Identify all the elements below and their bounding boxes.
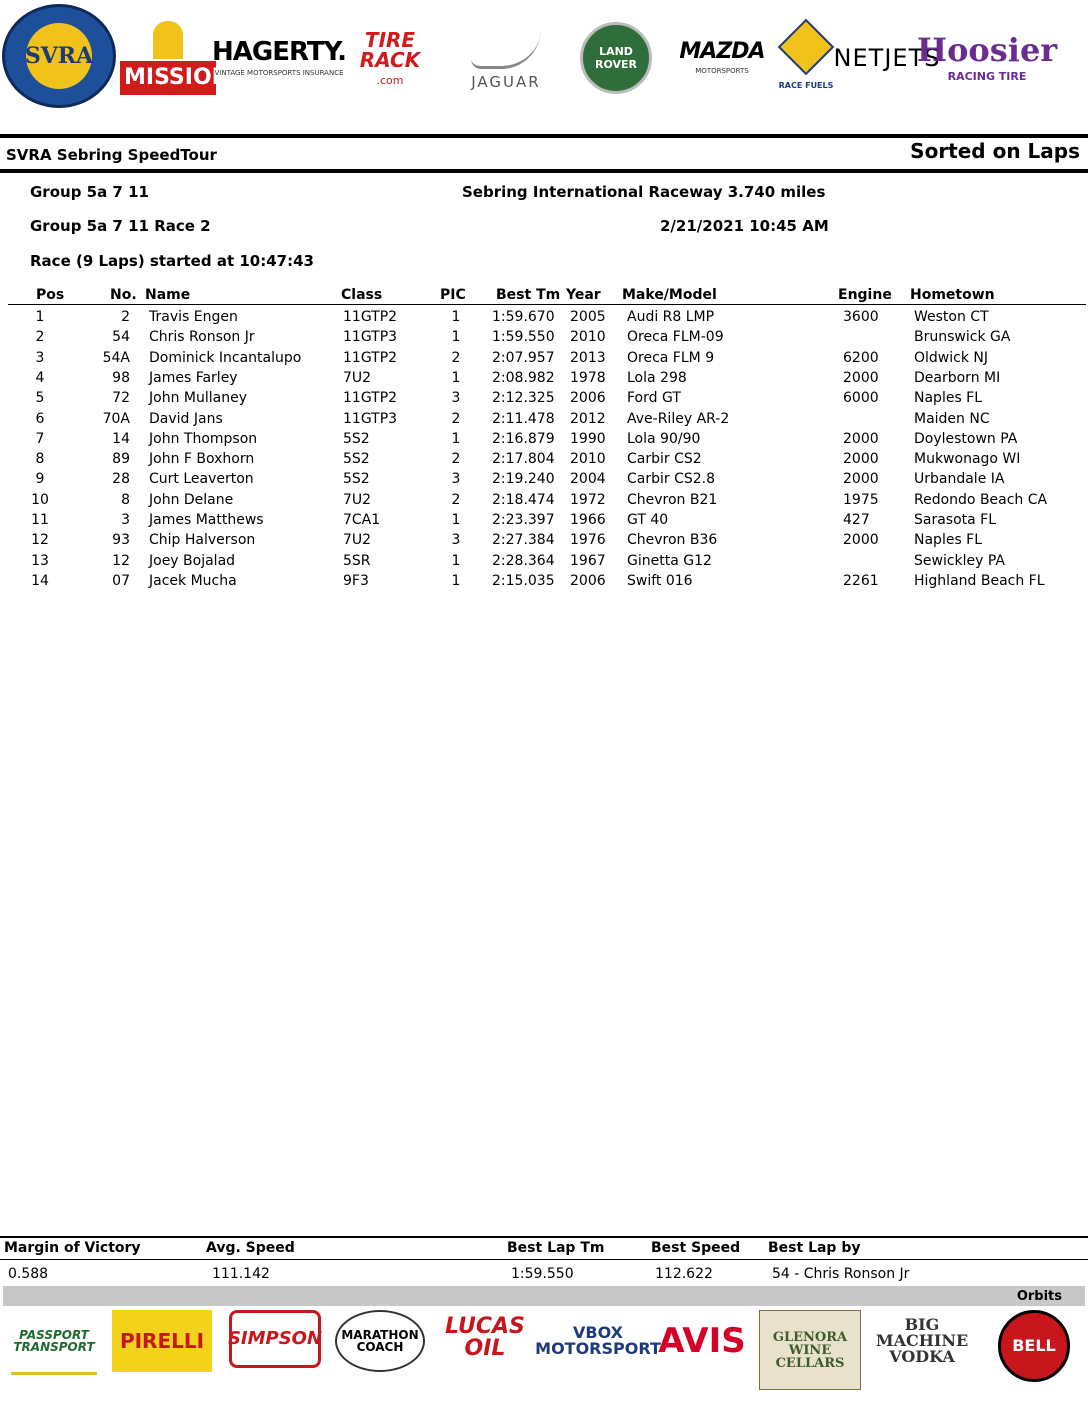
cell-make: Lola 298 [627, 369, 687, 386]
cell-name: John F Boxhorn [149, 451, 255, 468]
cell-name: Chris Ronson Jr [149, 329, 255, 346]
pirelli-logo: PIRELLI [110, 1310, 214, 1402]
cell-hometown: Sewickley PA [914, 552, 1006, 569]
table-row [0, 492, 1088, 512]
summary-divider [0, 1259, 1088, 1260]
sunoco-logo: RACE FUELS [784, 6, 828, 110]
cell-make: Swift 016 [627, 572, 693, 589]
glenora-logo: GLENORA WINE CELLARS [758, 1310, 862, 1402]
footer-bar [3, 1286, 1085, 1306]
cell-name: Joey Bojalad [149, 552, 236, 569]
cell-pic: 2 [451, 349, 461, 366]
lucas-oil-logo: LUCAS OIL [445, 1314, 525, 1361]
summary-rule [0, 1236, 1088, 1238]
cell-class: 7CA1 [343, 512, 381, 528]
big-machine-vodka-logo: BIG MACHINE VODKA [875, 1315, 969, 1366]
table-row [0, 370, 1088, 390]
cell-engine: 2261 [843, 572, 879, 589]
best-speed-label: Best Speed [651, 1240, 741, 1256]
cell-pos: 7 [35, 430, 45, 447]
cell-hometown: Sarasota FL [914, 512, 997, 528]
cell-engine: 2000 [843, 451, 879, 468]
cell-year: 2004 [570, 471, 606, 488]
cell-no: 70A [102, 410, 130, 427]
cell-no: 72 [112, 390, 130, 407]
vbox-logo: VBOX MOTORSPORT [535, 1323, 661, 1358]
race-datetime: 2/21/2021 10:45 AM [660, 217, 829, 235]
cell-year: 2010 [570, 329, 606, 346]
cell-pos: 5 [35, 390, 45, 407]
cell-pos: 10 [31, 491, 49, 508]
cell-best: 2:07.957 [492, 349, 555, 366]
cell-name: James Farley [149, 369, 238, 386]
cell-class: 11GTP3 [343, 410, 398, 427]
cell-name: Chip Halverson [149, 532, 256, 549]
svra-logo: SVRA [4, 4, 114, 108]
cell-best: 2:23.397 [492, 512, 555, 528]
cell-pos: 8 [35, 451, 45, 468]
tirerack-logo: TIRE RACK .com [359, 27, 421, 87]
cell-name: Travis Engen [149, 309, 238, 325]
col-best: Best Tm [496, 287, 561, 303]
cell-class: 5S2 [343, 451, 370, 468]
cell-name: John Delane [149, 491, 234, 508]
group-line: Group 5a 7 11 [30, 183, 149, 201]
cell-best: 1:59.550 [492, 329, 555, 346]
cell-class: 7U2 [343, 532, 372, 549]
cell-hometown: Naples FL [914, 532, 983, 549]
table-row [0, 451, 1088, 471]
cell-hometown: Mukwonago WI [914, 451, 1021, 468]
simpson-logo: SIMPSON [228, 1310, 322, 1402]
cell-hometown: Redondo Beach CA [914, 491, 1048, 508]
column-rule [8, 304, 1086, 305]
cell-pic: 1 [451, 430, 461, 447]
cell-name: John Mullaney [149, 390, 247, 407]
cell-best: 2:17.804 [492, 451, 555, 468]
cell-make: Lola 90/90 [627, 430, 701, 447]
table-row [0, 573, 1088, 593]
cell-hometown: Highland Beach FL [914, 572, 1045, 589]
cell-hometown: Maiden NC [914, 410, 990, 427]
cell-class: 11GTP2 [343, 390, 398, 407]
cell-hometown: Doylestown PA [914, 430, 1018, 447]
cell-name: Jacek Mucha [149, 572, 237, 589]
cell-best: 2:16.879 [492, 430, 555, 447]
cell-pic: 3 [451, 390, 461, 407]
cell-engine: 1975 [843, 491, 879, 508]
cell-engine: 2000 [843, 471, 879, 488]
cell-class: 5S2 [343, 430, 370, 447]
cell-class: 9F3 [343, 572, 369, 589]
cell-class: 11GTP2 [343, 349, 398, 366]
cell-make: Oreca FLM 9 [627, 349, 715, 366]
cell-pos: 12 [31, 532, 49, 549]
cell-year: 2012 [570, 410, 606, 427]
cell-no: 12 [112, 552, 130, 569]
table-row [0, 532, 1088, 552]
start-line: Race (9 Laps) started at 10:47:43 [30, 252, 314, 270]
cell-hometown: Brunswick GA [914, 329, 1011, 346]
cell-engine: 427 [843, 512, 870, 528]
col-make: Make/Model [622, 287, 717, 303]
cell-make: Carbir CS2.8 [627, 471, 716, 488]
cell-year: 2010 [570, 451, 606, 468]
table-row [0, 431, 1088, 451]
cell-hometown: Urbandale IA [914, 471, 1005, 488]
cell-best: 2:11.478 [492, 410, 555, 427]
cell-year: 2013 [570, 349, 606, 366]
event-title: SVRA Sebring SpeedTour [6, 146, 217, 164]
cell-no: 07 [112, 572, 130, 589]
cell-best: 1:59.670 [492, 309, 555, 325]
cell-class: 11GTP3 [343, 329, 398, 346]
table-row [0, 471, 1088, 491]
cell-no: 54A [102, 349, 130, 366]
cell-year: 2006 [570, 572, 606, 589]
col-no: No. [110, 287, 137, 303]
cell-no: 3 [121, 512, 130, 528]
cell-pic: 2 [451, 451, 461, 468]
cell-pic: 3 [451, 532, 461, 549]
avis-logo: AVIS [658, 1321, 746, 1361]
cell-pos: 11 [31, 512, 49, 528]
hagerty-logo: HAGERTY. VINTAGE MOTORSPORTS INSURANCE [212, 37, 346, 77]
best-lap-label: Best Lap Tm [507, 1240, 605, 1256]
col-name: Name [145, 287, 191, 303]
cell-best: 2:15.035 [492, 572, 555, 589]
cell-pos: 3 [35, 349, 45, 366]
col-year: Year [566, 287, 601, 303]
cell-year: 2005 [570, 309, 606, 325]
cell-best: 2:19.240 [492, 471, 555, 488]
avg-speed-value: 111.142 [212, 1266, 270, 1282]
cell-year: 1990 [570, 430, 606, 447]
cell-make: GT 40 [627, 512, 669, 528]
cell-pos: 14 [31, 572, 49, 589]
landrover-logo: LAND ROVER [574, 6, 658, 110]
mission-logo: MISSION [120, 6, 216, 110]
col-pos: Pos [36, 287, 65, 303]
cell-no: 98 [112, 369, 130, 386]
best-speed-value: 112.622 [655, 1266, 713, 1282]
cell-make: Audi R8 LMP [627, 309, 715, 325]
cell-pos: 9 [35, 471, 45, 488]
sort-label: Sorted on Laps [910, 139, 1080, 163]
table-row [0, 329, 1088, 349]
cell-no: 54 [112, 329, 130, 346]
mazda-logo: MAZDA MOTORSPORTS [679, 39, 765, 75]
cell-no: 2 [121, 309, 130, 325]
passport-transport-logo: PASSPORT TRANSPORT [6, 1310, 102, 1402]
cell-hometown: Dearborn MI [914, 369, 1001, 386]
cell-best: 2:28.364 [492, 552, 555, 569]
cell-pos: 4 [35, 369, 45, 386]
mov-value: 0.588 [8, 1266, 49, 1282]
cell-class: 7U2 [343, 369, 372, 386]
cell-pic: 1 [451, 572, 461, 589]
avg-speed-label: Avg. Speed [206, 1240, 295, 1256]
jaguar-logo: JAGUAR [458, 6, 554, 110]
netjets-logo: NETJETS [833, 44, 941, 72]
cell-best: 2:12.325 [492, 390, 555, 407]
cell-best: 2:27.384 [492, 532, 555, 549]
cell-pic: 1 [451, 369, 461, 386]
cell-best: 2:08.982 [492, 369, 555, 386]
cell-engine: 3600 [843, 309, 879, 325]
table-row [0, 512, 1088, 532]
col-hometown: Hometown [910, 287, 995, 303]
cell-make: Ave-Riley AR-2 [627, 410, 730, 427]
table-row [0, 350, 1088, 370]
cell-no: 93 [112, 532, 130, 549]
cell-make: Ginetta G12 [627, 552, 712, 569]
cell-pic: 1 [451, 552, 461, 569]
cell-class: 5SR [343, 552, 371, 569]
cell-make: Chevron B21 [627, 491, 718, 508]
cell-make: Oreca FLM-09 [627, 329, 724, 346]
cell-pos: 1 [35, 309, 45, 325]
bell-logo: BELL [992, 1310, 1076, 1402]
cell-name: Dominick Incantalupo [149, 349, 302, 366]
cell-pic: 1 [451, 329, 461, 346]
race-line: Group 5a 7 11 Race 2 [30, 217, 211, 235]
col-pic: PIC [440, 287, 466, 303]
header-rule-top [0, 134, 1088, 138]
cell-class: 7U2 [343, 491, 372, 508]
cell-no: 89 [112, 451, 130, 468]
orbits-label: Orbits [1016, 1289, 1062, 1304]
header-rule-bottom [0, 169, 1088, 173]
table-row [0, 553, 1088, 573]
cell-make: Chevron B36 [627, 532, 718, 549]
cell-year: 1972 [570, 491, 606, 508]
cell-name: John Thompson [149, 430, 258, 447]
cell-best: 2:18.474 [492, 491, 555, 508]
cell-pic: 2 [451, 410, 461, 427]
cell-no: 8 [121, 491, 130, 508]
cell-pos: 6 [35, 410, 45, 427]
table-row [0, 390, 1088, 410]
cell-hometown: Oldwick NJ [914, 349, 988, 366]
best-lap-value: 1:59.550 [511, 1266, 574, 1282]
cell-class: 5S2 [343, 471, 370, 488]
cell-pic: 2 [451, 491, 461, 508]
cell-year: 1978 [570, 369, 606, 386]
cell-hometown: Naples FL [914, 390, 983, 407]
cell-name: David Jans [149, 410, 223, 427]
cell-make: Ford GT [627, 390, 681, 407]
venue: Sebring International Raceway 3.740 miles [462, 183, 826, 201]
cell-name: James Matthews [149, 512, 264, 528]
cell-pic: 1 [451, 309, 461, 325]
cell-no: 28 [112, 471, 130, 488]
cell-make: Carbir CS2 [627, 451, 702, 468]
cell-pic: 1 [451, 512, 461, 528]
cell-pos: 2 [35, 329, 45, 346]
cell-class: 11GTP2 [343, 309, 398, 325]
cell-year: 1976 [570, 532, 606, 549]
hoosier-logo: Hoosier RACING TIRE [916, 30, 1058, 83]
cell-engine: 2000 [843, 532, 879, 549]
cell-year: 1967 [570, 552, 606, 569]
cell-hometown: Weston CT [914, 309, 989, 325]
col-engine: Engine [838, 287, 892, 303]
cell-pos: 13 [31, 552, 49, 569]
col-class: Class [341, 287, 383, 303]
cell-engine: 2000 [843, 369, 879, 386]
mov-label: Margin of Victory [4, 1240, 141, 1256]
marathon-coach-logo: MARATHON COACH [332, 1310, 428, 1402]
cell-engine: 6200 [843, 349, 879, 366]
table-row [0, 309, 1088, 329]
cell-year: 2006 [570, 390, 606, 407]
cell-year: 1966 [570, 512, 606, 528]
cell-engine: 6000 [843, 390, 879, 407]
cell-no: 14 [112, 430, 130, 447]
best-lap-by-value: 54 - Chris Ronson Jr [772, 1266, 910, 1282]
cell-engine: 2000 [843, 430, 879, 447]
cell-pic: 3 [451, 471, 461, 488]
best-lap-by-label: Best Lap by [768, 1240, 861, 1256]
table-row [0, 411, 1088, 431]
cell-name: Curt Leaverton [149, 471, 254, 488]
